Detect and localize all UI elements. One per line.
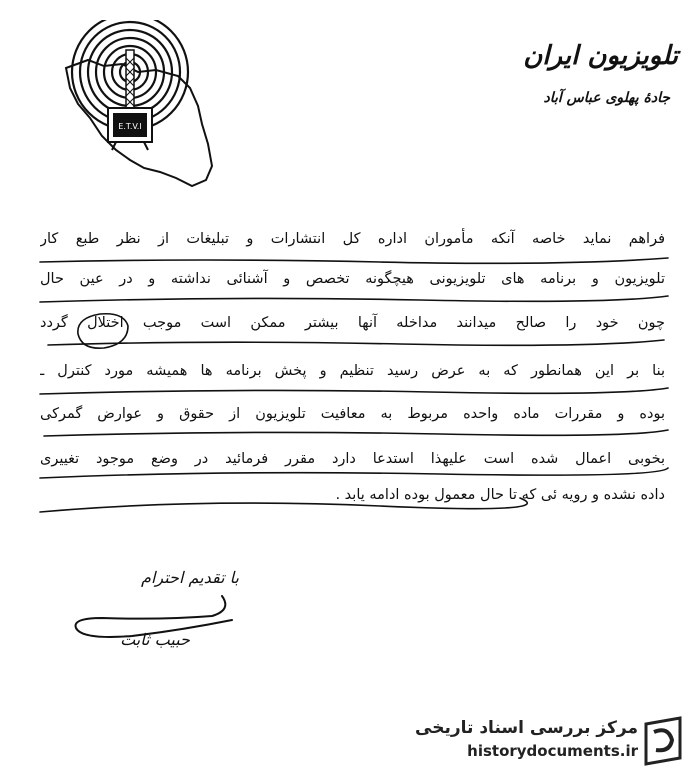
- tv-iran-logo-icon: [52, 20, 222, 195]
- letter-line-6: بخوبی اعمال شده است علیهذا استدعا دارد مقرر فرمائید در وضع موجود تغییری: [40, 451, 665, 467]
- closing-regards: با تقدیم احترام: [141, 568, 239, 587]
- letter-line-1: فراهم نماید خاصه آنکه مأموران اداره کل انتشارات و تبلیغات از نظر طبع کار: [40, 231, 665, 247]
- letter-line-3: چون خود را صالح میدانند مداخله آنها بیشتر ممکن است موجب اختلال گردد: [40, 315, 665, 331]
- underline-mark: [40, 388, 668, 394]
- signer-name: حبیب ثابت: [120, 630, 190, 649]
- letter-line-5: بوده و مقررات ماده واحده مربوط به معافیت تلویزیون از حقوق و عوارض گمرکی: [40, 406, 665, 422]
- letter-line-7: داده نشده و رویه ئی که تا حال معمول بوده ادامه یابد .: [335, 487, 665, 503]
- underline-mark: [48, 340, 664, 345]
- logo-label: E.T.V.I: [118, 122, 142, 131]
- letter-line-4: بنا بر این همانطور که به عرض رسید تنظیم و پخش برنامه ها همیشه مورد کنترل ـ: [40, 363, 665, 379]
- watermark-url: historydocuments.ir: [467, 742, 638, 760]
- archive-logo-icon: [640, 716, 686, 766]
- underline-mark: [44, 430, 668, 436]
- letter-line-2: تلویزیون و برنامه های تلویزیونی هیچگونه تخصص و آشنائی نداشته و در عین حال: [40, 271, 665, 287]
- underline-mark: [40, 258, 668, 263]
- underline-mark: [40, 296, 668, 302]
- letterhead-address: جادۀ پهلوی عباس آباد: [543, 90, 670, 106]
- watermark-text: مرکز بررسی اسناد تاریخی: [415, 718, 638, 738]
- letterhead-title: تلویزیون ایران: [523, 41, 678, 71]
